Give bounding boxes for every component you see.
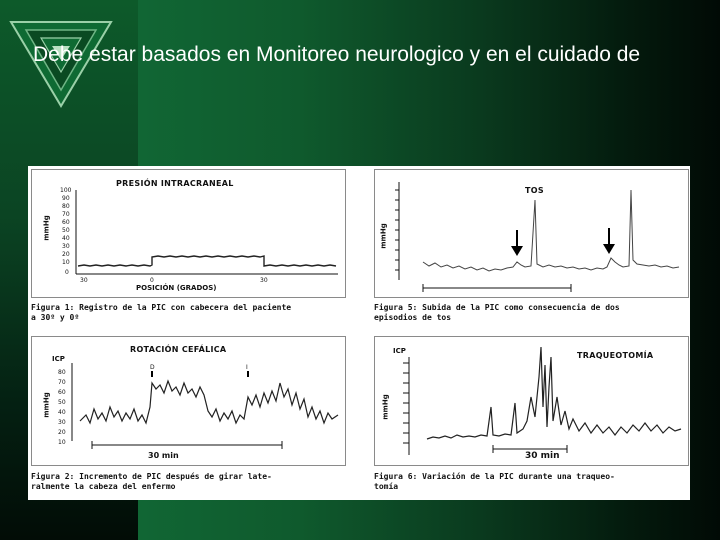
- caption-line: Figura 5: Subida de la PIC como consecuencia de dos: [374, 303, 620, 312]
- panel-title: ROTACIÓN CEFÁLICA: [130, 345, 227, 354]
- panel-title: PRESIÓN INTRACRANEAL: [116, 179, 234, 188]
- y-axis-top-label: ICP: [393, 347, 406, 355]
- x-tick: 30: [80, 277, 88, 284]
- caption-figura-6: [374, 472, 615, 492]
- y-tick: 80: [62, 203, 70, 210]
- y-axis-label: mmHg: [379, 223, 388, 249]
- y-tick: 50: [58, 399, 66, 406]
- y-axis-top-label: ICP: [52, 355, 65, 363]
- span-label: 30 min: [148, 451, 179, 460]
- chart-pic-cough: [375, 170, 688, 297]
- caption-line: Figura 6: Variación de la PIC durante una traqueo-: [374, 472, 615, 481]
- chart-pic-tracheotomy: [375, 337, 688, 465]
- caption-line: a 30º y 0º: [31, 313, 80, 322]
- x-tick: 30: [260, 277, 268, 284]
- caption-figura-5: [374, 303, 620, 323]
- y-tick: 20: [62, 251, 70, 258]
- caption-line: episodios de tos: [374, 313, 452, 322]
- y-tick: 10: [62, 259, 70, 266]
- caption-line: ralmente la cabeza del enfermo: [31, 482, 176, 491]
- caption-line: Figura 2: Incremento de PIC después de girar late-: [31, 472, 272, 481]
- chart-pic-rotation: [32, 337, 345, 465]
- panel-tos: [374, 169, 689, 298]
- figure-image: [28, 166, 690, 500]
- y-axis-label: mmHg: [381, 394, 390, 420]
- panel-title: TOS: [525, 186, 544, 195]
- x-axis-label: POSICIÓN (GRADOS): [136, 284, 217, 292]
- y-tick: 0: [65, 269, 69, 276]
- chart-pic-position: [32, 170, 345, 297]
- x-tick: 0: [150, 277, 154, 284]
- y-tick: 80: [58, 369, 66, 376]
- y-tick: 30: [62, 243, 70, 250]
- y-axis-label: mmHg: [42, 392, 51, 418]
- caption-figura-1: [31, 303, 291, 323]
- y-tick: 50: [62, 227, 70, 234]
- slide-title: Debe estar basados en Monitoreo neurologico y en el cuidado de: [33, 43, 641, 66]
- panel-traqueotomia: [374, 336, 689, 466]
- marker-i: I: [246, 364, 248, 371]
- y-tick: 60: [58, 389, 66, 396]
- y-tick: 20: [58, 429, 66, 436]
- marker-d: D: [150, 364, 155, 371]
- y-tick: 90: [62, 195, 70, 202]
- panel-rotacion-cefalica: [31, 336, 346, 466]
- y-tick: 10: [58, 439, 66, 446]
- caption-line: Figura 1: Registro de la PIC con cabecera del paciente: [31, 303, 292, 312]
- caption-line: tomía: [374, 482, 399, 491]
- y-tick: 100: [60, 187, 72, 194]
- y-tick: 40: [62, 235, 70, 242]
- span-label: 30 min: [525, 451, 560, 461]
- caption-figura-2: [31, 472, 272, 492]
- y-tick: 40: [58, 409, 66, 416]
- panel-presion-intracraneal: [31, 169, 346, 298]
- y-tick: 70: [62, 211, 70, 218]
- y-tick: 70: [58, 379, 66, 386]
- y-tick: 60: [62, 219, 70, 226]
- y-tick: 30: [58, 419, 66, 426]
- y-axis-label: mmHg: [42, 215, 51, 241]
- panel-title: TRAQUEOTOMÍA: [577, 351, 654, 360]
